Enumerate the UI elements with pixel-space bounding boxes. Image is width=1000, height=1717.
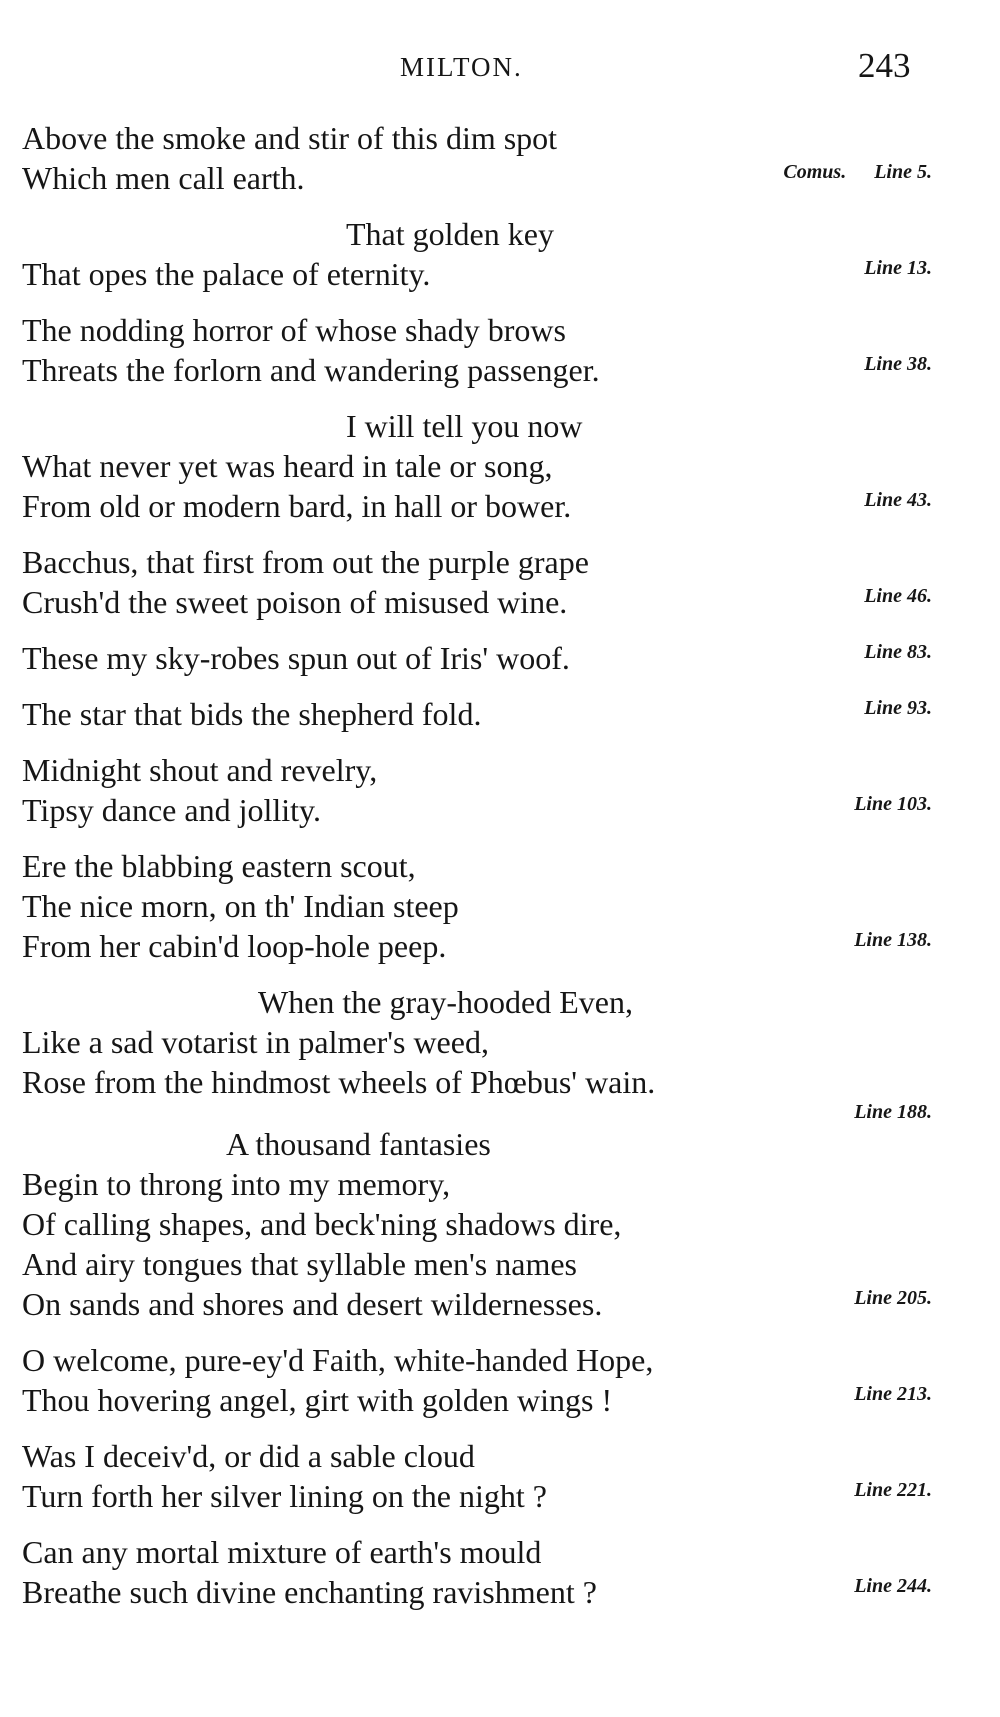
- verse-line-text: These my sky-robes spun out of Iris' woof.: [22, 640, 570, 676]
- line-reference: Line 103.: [854, 793, 932, 815]
- quotation: [22, 214, 932, 294]
- line-reference: Line 46.: [864, 585, 932, 607]
- verse-line: Ere the blabbing eastern scout,: [22, 848, 416, 884]
- quotation: [22, 118, 932, 198]
- line-reference: Line 213.: [854, 1383, 932, 1405]
- verse-line: [22, 926, 932, 966]
- quotations-list: [22, 118, 932, 1612]
- verse-line: That golden key: [346, 216, 554, 252]
- work-title: Comus.: [783, 161, 847, 183]
- running-head: MILTON.: [400, 52, 523, 82]
- verse-line-text: On sands and shores and desert wildernesses.: [22, 1286, 603, 1322]
- line-reference: Line 83.: [864, 641, 932, 663]
- verse-line: Begin to throng into my memory,: [22, 1166, 451, 1202]
- verse-line: O welcome, pure-ey'd Faith, white-handed Hope,: [22, 1342, 654, 1378]
- verse-line-text: Which men call earth.: [22, 160, 305, 196]
- verse-line: Bacchus, that first from out the purple grape: [22, 544, 589, 580]
- page-header: [0, 40, 1000, 90]
- line-reference: Line 138.: [854, 929, 932, 951]
- quotation: [22, 638, 932, 678]
- verse-line-text: Threats the forlorn and wandering passenger.: [22, 352, 600, 388]
- line-reference: Line 5.: [874, 161, 932, 183]
- verse-line: The nice morn, on th' Indian steep: [22, 888, 459, 924]
- quotation: [22, 1124, 932, 1324]
- verse-line: The nodding horror of whose shady brows: [22, 312, 566, 348]
- quotation: [22, 1436, 932, 1516]
- verse-line-text: Crush'd the sweet poison of misused wine.: [22, 584, 568, 620]
- quotation: [22, 694, 932, 734]
- verse-line: A thousand fantasies: [226, 1126, 491, 1162]
- line-reference: Line 13.: [864, 257, 932, 279]
- verse-line: Was I deceiv'd, or did a sable cloud: [22, 1438, 475, 1474]
- line-reference: Line 221.: [854, 1479, 932, 1501]
- verse-line: [22, 1380, 932, 1420]
- verse-line-text: Tipsy dance and jollity.: [22, 792, 321, 828]
- line-citation: [783, 152, 932, 192]
- line-reference: Line 188.: [854, 1101, 932, 1123]
- verse-line: [22, 1284, 932, 1324]
- verse-line: And airy tongues that syllable men's names: [22, 1246, 577, 1282]
- verse-line: [22, 350, 932, 390]
- verse-line: [22, 582, 932, 622]
- verse-line: Of calling shapes, and beck'ning shadows dire,: [22, 1206, 622, 1242]
- verse-line: [22, 694, 932, 734]
- verse-line-text: That opes the palace of eternity.: [22, 256, 431, 292]
- line-reference: Line 205.: [854, 1287, 932, 1309]
- verse-line-text: Thou hovering angel, girt with golden wings !: [22, 1382, 613, 1418]
- verse-line: Midnight shout and revelry,: [22, 752, 378, 788]
- quotation: [22, 1340, 932, 1420]
- verse-line-text: Turn forth her silver lining on the night ?: [22, 1478, 547, 1514]
- verse-line: Rose from the hindmost wheels of Phœbus' wain.: [22, 1064, 656, 1100]
- quotation: [22, 406, 932, 526]
- quotation: [22, 542, 932, 622]
- verse-line: [22, 638, 932, 678]
- line-reference: Line 244.: [854, 1575, 932, 1597]
- line-reference: Line 43.: [864, 489, 932, 511]
- quotation: [22, 750, 932, 830]
- verse-line: What never yet was heard in tale or song,: [22, 448, 553, 484]
- verse-line: [22, 158, 932, 198]
- quotation: [22, 1532, 932, 1612]
- verse-line: [22, 486, 932, 526]
- verse-line: [22, 254, 932, 294]
- verse-line: Like a sad votarist in palmer's weed,: [22, 1024, 489, 1060]
- page-number: 243: [858, 46, 911, 85]
- verse-line: Above the smoke and stir of this dim spot: [22, 120, 558, 156]
- verse-line-text: Breathe such divine enchanting ravishment ?: [22, 1574, 597, 1610]
- verse-line: Can any mortal mixture of earth's mould: [22, 1534, 542, 1570]
- quotation: [22, 846, 932, 966]
- verse-line: [22, 1476, 932, 1516]
- verse-line: I will tell you now: [346, 408, 583, 444]
- verse-line-text: From old or modern bard, in hall or bower.: [22, 488, 572, 524]
- verse-line: When the gray-hooded Even,: [258, 984, 633, 1020]
- quotation: [22, 982, 932, 1124]
- line-reference: Line 93.: [864, 697, 932, 719]
- verse-line: [22, 790, 932, 830]
- verse-line-text: From her cabin'd loop-hole peep.: [22, 928, 447, 964]
- verse-line: [22, 1572, 932, 1612]
- quotation: [22, 310, 932, 390]
- line-reference: Line 38.: [864, 353, 932, 375]
- verse-line-text: The star that bids the shepherd fold.: [22, 696, 482, 732]
